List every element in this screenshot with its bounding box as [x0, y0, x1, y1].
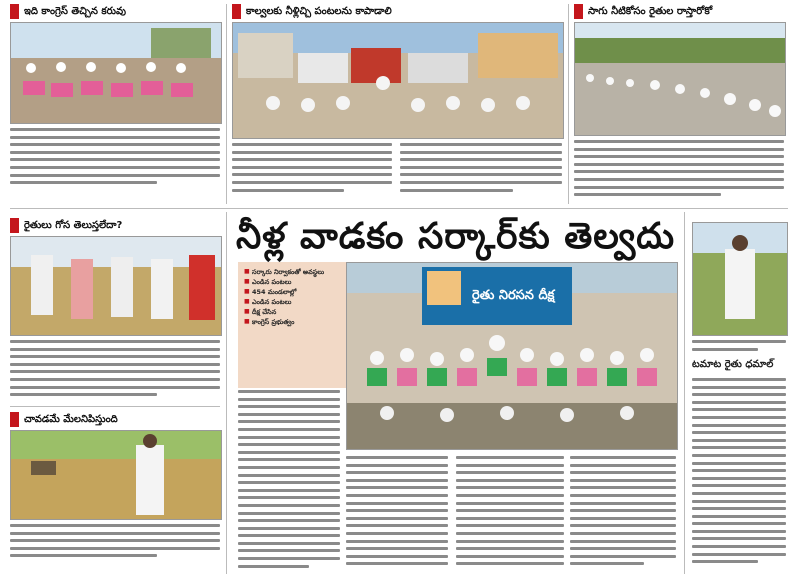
farmer-field-photo-drawing	[11, 431, 221, 519]
tomato-photo-caption	[692, 340, 786, 354]
protest-photo-drawing	[11, 23, 221, 123]
story-text-low-left	[10, 524, 220, 574]
story-text-mid-left	[10, 340, 220, 402]
story-text-top-mid-a	[232, 143, 392, 201]
tomato-farmer-photo-drawing	[693, 223, 787, 335]
main-story-text-col2	[346, 456, 448, 574]
highlight-item: ■ 454 మండలాల్లో	[244, 287, 344, 297]
row-divider	[10, 406, 220, 407]
dharna-photo-drawing	[233, 23, 563, 138]
highlight-item: ■ సర్కారు నిర్వాకంతో అవస్థలు	[244, 267, 344, 277]
highlights-box	[238, 262, 350, 388]
story-heading-mid-left: రైతులు గోస తెలుస్తలేదా?	[10, 218, 234, 233]
protest-photo	[10, 22, 222, 124]
dharna-photo	[232, 22, 564, 139]
field-visit-photo	[10, 236, 222, 336]
rasta-roko-photo-drawing	[575, 23, 785, 135]
field-visit-photo-drawing	[11, 237, 221, 335]
column-divider	[226, 212, 227, 574]
highlight-item: ■ ఎండిన పంటలు	[244, 277, 344, 287]
story-heading-top-left: ఇది కాంగ్రెస్ తెచ్చిన కరువు	[10, 4, 234, 19]
farmer-field-photo	[10, 430, 222, 520]
column-divider	[568, 4, 569, 204]
story-heading-right: టమాట రైతు ధమాల్	[692, 359, 774, 370]
deeksha-photo	[346, 262, 678, 450]
story-text-top-right	[574, 140, 784, 202]
tomato-farmer-photo	[692, 222, 788, 336]
story-heading-top-mid: కాల్వలకు నీళ్లిచ్చి పంటలను కాపాడాలి	[232, 4, 576, 19]
story-heading-top-right: సాగు నీటికోసం రైతుల రాస్తారోకో	[574, 4, 798, 19]
banner-text: రైతు నిరసన దీక్ష	[472, 288, 555, 303]
highlight-item: ■ ఎండిన పంటలు	[244, 297, 344, 307]
row-divider	[10, 208, 788, 209]
story-text-top-left	[10, 128, 220, 186]
main-story-text-col3	[456, 456, 564, 574]
main-story-text-col4	[570, 456, 676, 574]
story-heading-low-left: చావడమే మేలనిపిస్తుంది	[10, 412, 234, 427]
main-story-text-col1	[238, 390, 340, 574]
column-divider	[226, 4, 227, 204]
story-text-top-mid-b	[400, 143, 562, 201]
highlight-item: ■ దీక్ష చేసిన	[244, 307, 344, 317]
deeksha-photo-drawing	[347, 263, 677, 449]
main-headline: నీళ్ల వాడకం సర్కార్‌కు తెల్వదు	[236, 216, 676, 257]
column-divider	[684, 212, 685, 574]
highlight-item: ■ కాంగ్రెస్ ప్రభుత్వం	[244, 317, 344, 327]
story-text-right	[692, 378, 786, 574]
rasta-roko-photo	[574, 22, 786, 136]
